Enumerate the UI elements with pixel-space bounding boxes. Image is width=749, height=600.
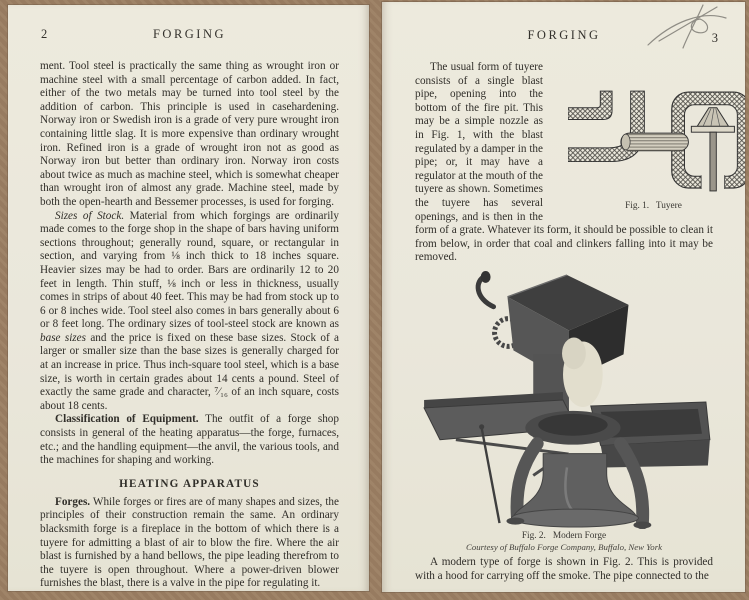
right-running-head: FORGING (527, 28, 601, 42)
fig1-tuyere-illustration (568, 89, 745, 193)
paragraph-text: ment. Tool steel is practically the same thing as wrought iron or machine steel with a small percentage of carbon added. In fact, either of the two metals may be turned into tool steel by the addition of carbon. This principle is used in casehardening. Norway iron or Swedish iron is a grade of very pure wrought iron containing little slag. It is more expensive than ordinary wrought iron. Refined iron is a grade of wrought iron not as good as Norway iron but better than ordinary iron. Norway iron costs about twice as much as machine steel, which is somewhat cheaper than wrought iron of almost any grade. Machine steel, made by both the open-hearth and Bessemer processes, is used for forging. (40, 60, 339, 208)
italic-term: base sizes (40, 331, 86, 344)
figure-2 (415, 271, 713, 552)
paragraph-modern-forge (415, 556, 713, 583)
figure-1 (553, 89, 739, 213)
fig2-modern-forge-photo (415, 271, 715, 529)
fig2-credit: Courtesy of Buffalo Forge Company, Buffalo, New York (465, 541, 663, 552)
right-page (382, 2, 745, 592)
paragraph-text: While forges or fires are of many shapes and sizes, the principles of their construction remain the same. An ordinary blacksmith forge is a fireplace in the bottom of which there is a tuyere for admitting a blast of air to blow the fire. Where the air blast is furnished by a hand bellows, the pipe leading therefrom to the tuyere is open throughout. Where a power-driven blower furnishes the blast, there is a valve in the pipe for regulating it. (40, 495, 339, 590)
left-page (8, 5, 369, 591)
fig1-caption: Fig. 1. Tuyere (625, 200, 682, 211)
paragraph-forges (40, 496, 339, 591)
paragraph-text: in order that coal and clinkers falling into it may be removed. (415, 237, 713, 264)
paragraph-lead: Classification of Equipment. (55, 413, 199, 426)
paragraph-lead: Forges. (55, 495, 91, 508)
paragraph-tool-steel (40, 60, 339, 210)
paragraph-text: Material from which forgings are ordinarily made comes to the forge shop in the shape of bars having uniform sections throughout; generally round, square, or rectangular in section, and varying from ⅛ inch thick to 18 inches square. Heavier sizes may be had to order. Bars are ordinarily 12 to 20 feet in length. Thin stuff, ⅛ inch or less in thickness, usually comes in strips of about 40 feet. This may be had from stock up to 6 or 8 inches wide. Tool steel also comes in bars generally about 6 or 8 feet long. The ordinary sizes of tool-steel stock are known as (40, 209, 340, 331)
paragraph-lead: Sizes of Stock. (55, 209, 125, 222)
paragraph-sizes-of-stock (40, 210, 339, 414)
right-page-number: 3 (711, 31, 718, 45)
paragraph-classification (40, 413, 339, 467)
section-heading-heating-apparatus: HEATING APPARATUS (119, 477, 260, 490)
paragraph-text: A modern type of forge is shown in Fig. 2. This is provided with a hood for carrying off the smoke. The pipe connected to the (415, 555, 713, 582)
paragraph-text: The usual form of tuyere consists of a single blast pipe, opening into the bottom of the fire pit. This may be a simple nozzle as (415, 61, 543, 128)
paragraph-text: in Fig. 1, with the blast regulated by a damper in the pipe; or, it may have a regulator at the mouth of the tuyere as shown. Sometimes the tuyere has several openings, and is then in the form of a grate. Whatever its form, it should be possible to clean it from below, (415, 128, 713, 250)
paragraph-text: The outfit of a forge shop consists in general of the heating apparatus—the forge, furnaces, etc.; and the handling equipment—the anvil, the various tools, and the machines for shaping and working. (40, 413, 339, 467)
paragraph-tuyere (415, 61, 713, 265)
paragraph-text: and the price is fixed on these base sizes. Stock of a larger or smaller size than the base sizes is generally charged for at an increase in price. Thus inch-square tool steel, which is a base size, is worth in certain grades about 14 cents a pound. Steel of exactly the same grade and character, ⁷⁄₁₆ of an inch square, costs about 18 cents. (40, 331, 339, 412)
left-running-head: FORGING (152, 27, 227, 41)
left-page-number: 2 (41, 27, 48, 41)
fig2-caption: Fig. 2. Modern Forge (521, 530, 607, 541)
